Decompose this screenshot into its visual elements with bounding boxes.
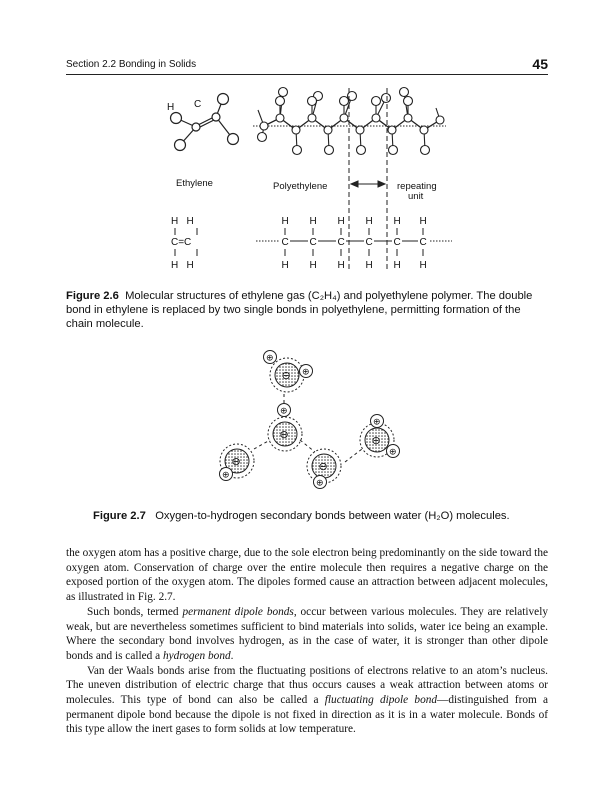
figure-2-6-caption-text: Molecular structures of ethylene gas (C₂H₄) and polyethylene polymer. The double bond in ethylene is replaced by two single bonds in polyethylene, permitting formation of the chain molecule. bbox=[66, 290, 533, 330]
paragraph-2 bbox=[66, 605, 548, 664]
formula-c: C bbox=[393, 237, 401, 248]
formula-h-top: H bbox=[281, 216, 289, 227]
ethylene-formula bbox=[171, 216, 197, 271]
ethylene-formula-middle: C=C bbox=[171, 237, 192, 248]
formula-h-top: H bbox=[419, 216, 427, 227]
paragraph-3 bbox=[66, 664, 548, 738]
polyethylene-label: Polyethylene bbox=[273, 181, 328, 192]
ethylene-formula-bottom: H H bbox=[171, 260, 194, 271]
section-title: Section 2.2 Bonding in Solids bbox=[66, 59, 197, 70]
body-text bbox=[66, 546, 548, 737]
plus-charge: ⊕ bbox=[280, 405, 288, 416]
formula-h-bottom: H bbox=[337, 260, 345, 271]
hydrogen-bond-line bbox=[254, 440, 270, 449]
formula-h-bottom: H bbox=[393, 260, 401, 271]
hydrogen-bond-line bbox=[345, 449, 362, 462]
ethylene-label: Ethylene bbox=[176, 178, 213, 189]
p2-start: Such bonds, termed bbox=[87, 605, 183, 618]
formula-c: C bbox=[281, 237, 289, 248]
figure-2-6-caption bbox=[66, 289, 536, 331]
formula-h-bottom: H bbox=[281, 260, 289, 271]
p3-start: Van der Waals bonds arise from the fluctuating positions of electrons relative to an atom’s nucleus. The uneven distribution of electric charge that thus occurs causes a weak attraction between atoms or molecules. This type of bond can also be called a bbox=[66, 664, 548, 707]
formula-h-bottom: H bbox=[419, 260, 427, 271]
water-molecules-diagram bbox=[220, 351, 400, 489]
paragraph-1: the oxygen atom has a positive charge, due to the sole electron being predominantly on the side toward the oxygen atom. Conservation of charge over the entire molecule then requires a negative charge on the exposed portion of the oxygen atom. The dipoles formed cause an attraction between adjacent molecules, as illustrated in Fig. 2.7. bbox=[66, 547, 548, 604]
p2-end: . bbox=[230, 649, 234, 662]
ethylene-3d-model bbox=[171, 94, 239, 151]
term-hydrogen-bond: hydrogen bond bbox=[162, 649, 231, 662]
formula-c: C bbox=[365, 237, 373, 248]
figure-2-6-label: Figure 2.6 bbox=[66, 290, 119, 302]
ethylene-formula-top: H H bbox=[171, 216, 194, 227]
figure-2-7-caption-text: Oxygen-to-hydrogen secondary bonds between water (H₂O) molecules. bbox=[155, 510, 510, 522]
term-permanent-dipole: permanent dipole bonds bbox=[182, 605, 294, 618]
p3-end: —distinguished from a permanent dipole bond because the dipole is not fixed in direction as it is in a water molecule. Bonds of this type allow the inert gases to form solids at low temperature. bbox=[66, 694, 549, 736]
hydrogen-bond-line bbox=[300, 440, 315, 452]
formula-c: C bbox=[309, 237, 317, 248]
figure-2-7-caption bbox=[93, 509, 563, 523]
polyethylene-formula bbox=[256, 216, 452, 271]
plus-charge: ⊕ bbox=[302, 366, 310, 377]
unit-label: unit bbox=[408, 191, 424, 202]
plus-charge: ⊕ bbox=[266, 352, 274, 363]
minus-charge: ⊖ bbox=[318, 461, 328, 473]
page-number: 45 bbox=[532, 56, 548, 72]
formula-c: C bbox=[337, 237, 345, 248]
term-fluctuating-dipole: fluctuating dipole bond bbox=[324, 694, 438, 707]
ethylene-c-letter: C bbox=[194, 99, 202, 110]
repeating-label: repeating bbox=[397, 181, 437, 192]
figure-2-7-label: Figure 2.7 bbox=[93, 510, 146, 522]
minus-charge: ⊖ bbox=[371, 435, 381, 447]
formula-h-top: H bbox=[365, 216, 373, 227]
formula-h-top: H bbox=[309, 216, 317, 227]
plus-charge: ⊕ bbox=[222, 469, 230, 480]
p2-middle: , occur between various molecules. They are relatively weak, but are nevertheless sometimes sufficient to bind materials into solids, water ice being an example. Where the secondary bond involves hydrogen, as in the case of water, it is stronger than other dipole bonds and is called a bbox=[66, 605, 548, 662]
plus-charge: ⊕ bbox=[316, 477, 324, 488]
formula-h-bottom: H bbox=[309, 260, 317, 271]
formula-h-top: H bbox=[393, 216, 401, 227]
formula-h-bottom: H bbox=[365, 260, 373, 271]
plus-charge: ⊕ bbox=[389, 446, 397, 457]
formula-h-top: H bbox=[337, 216, 345, 227]
ethylene-h-letter: H bbox=[167, 102, 175, 113]
minus-charge: ⊖ bbox=[281, 370, 291, 382]
formula-c: C bbox=[419, 237, 427, 248]
plus-charge: ⊕ bbox=[373, 416, 381, 427]
minus-charge: ⊖ bbox=[279, 429, 289, 441]
minus-charge: ⊖ bbox=[231, 456, 241, 468]
